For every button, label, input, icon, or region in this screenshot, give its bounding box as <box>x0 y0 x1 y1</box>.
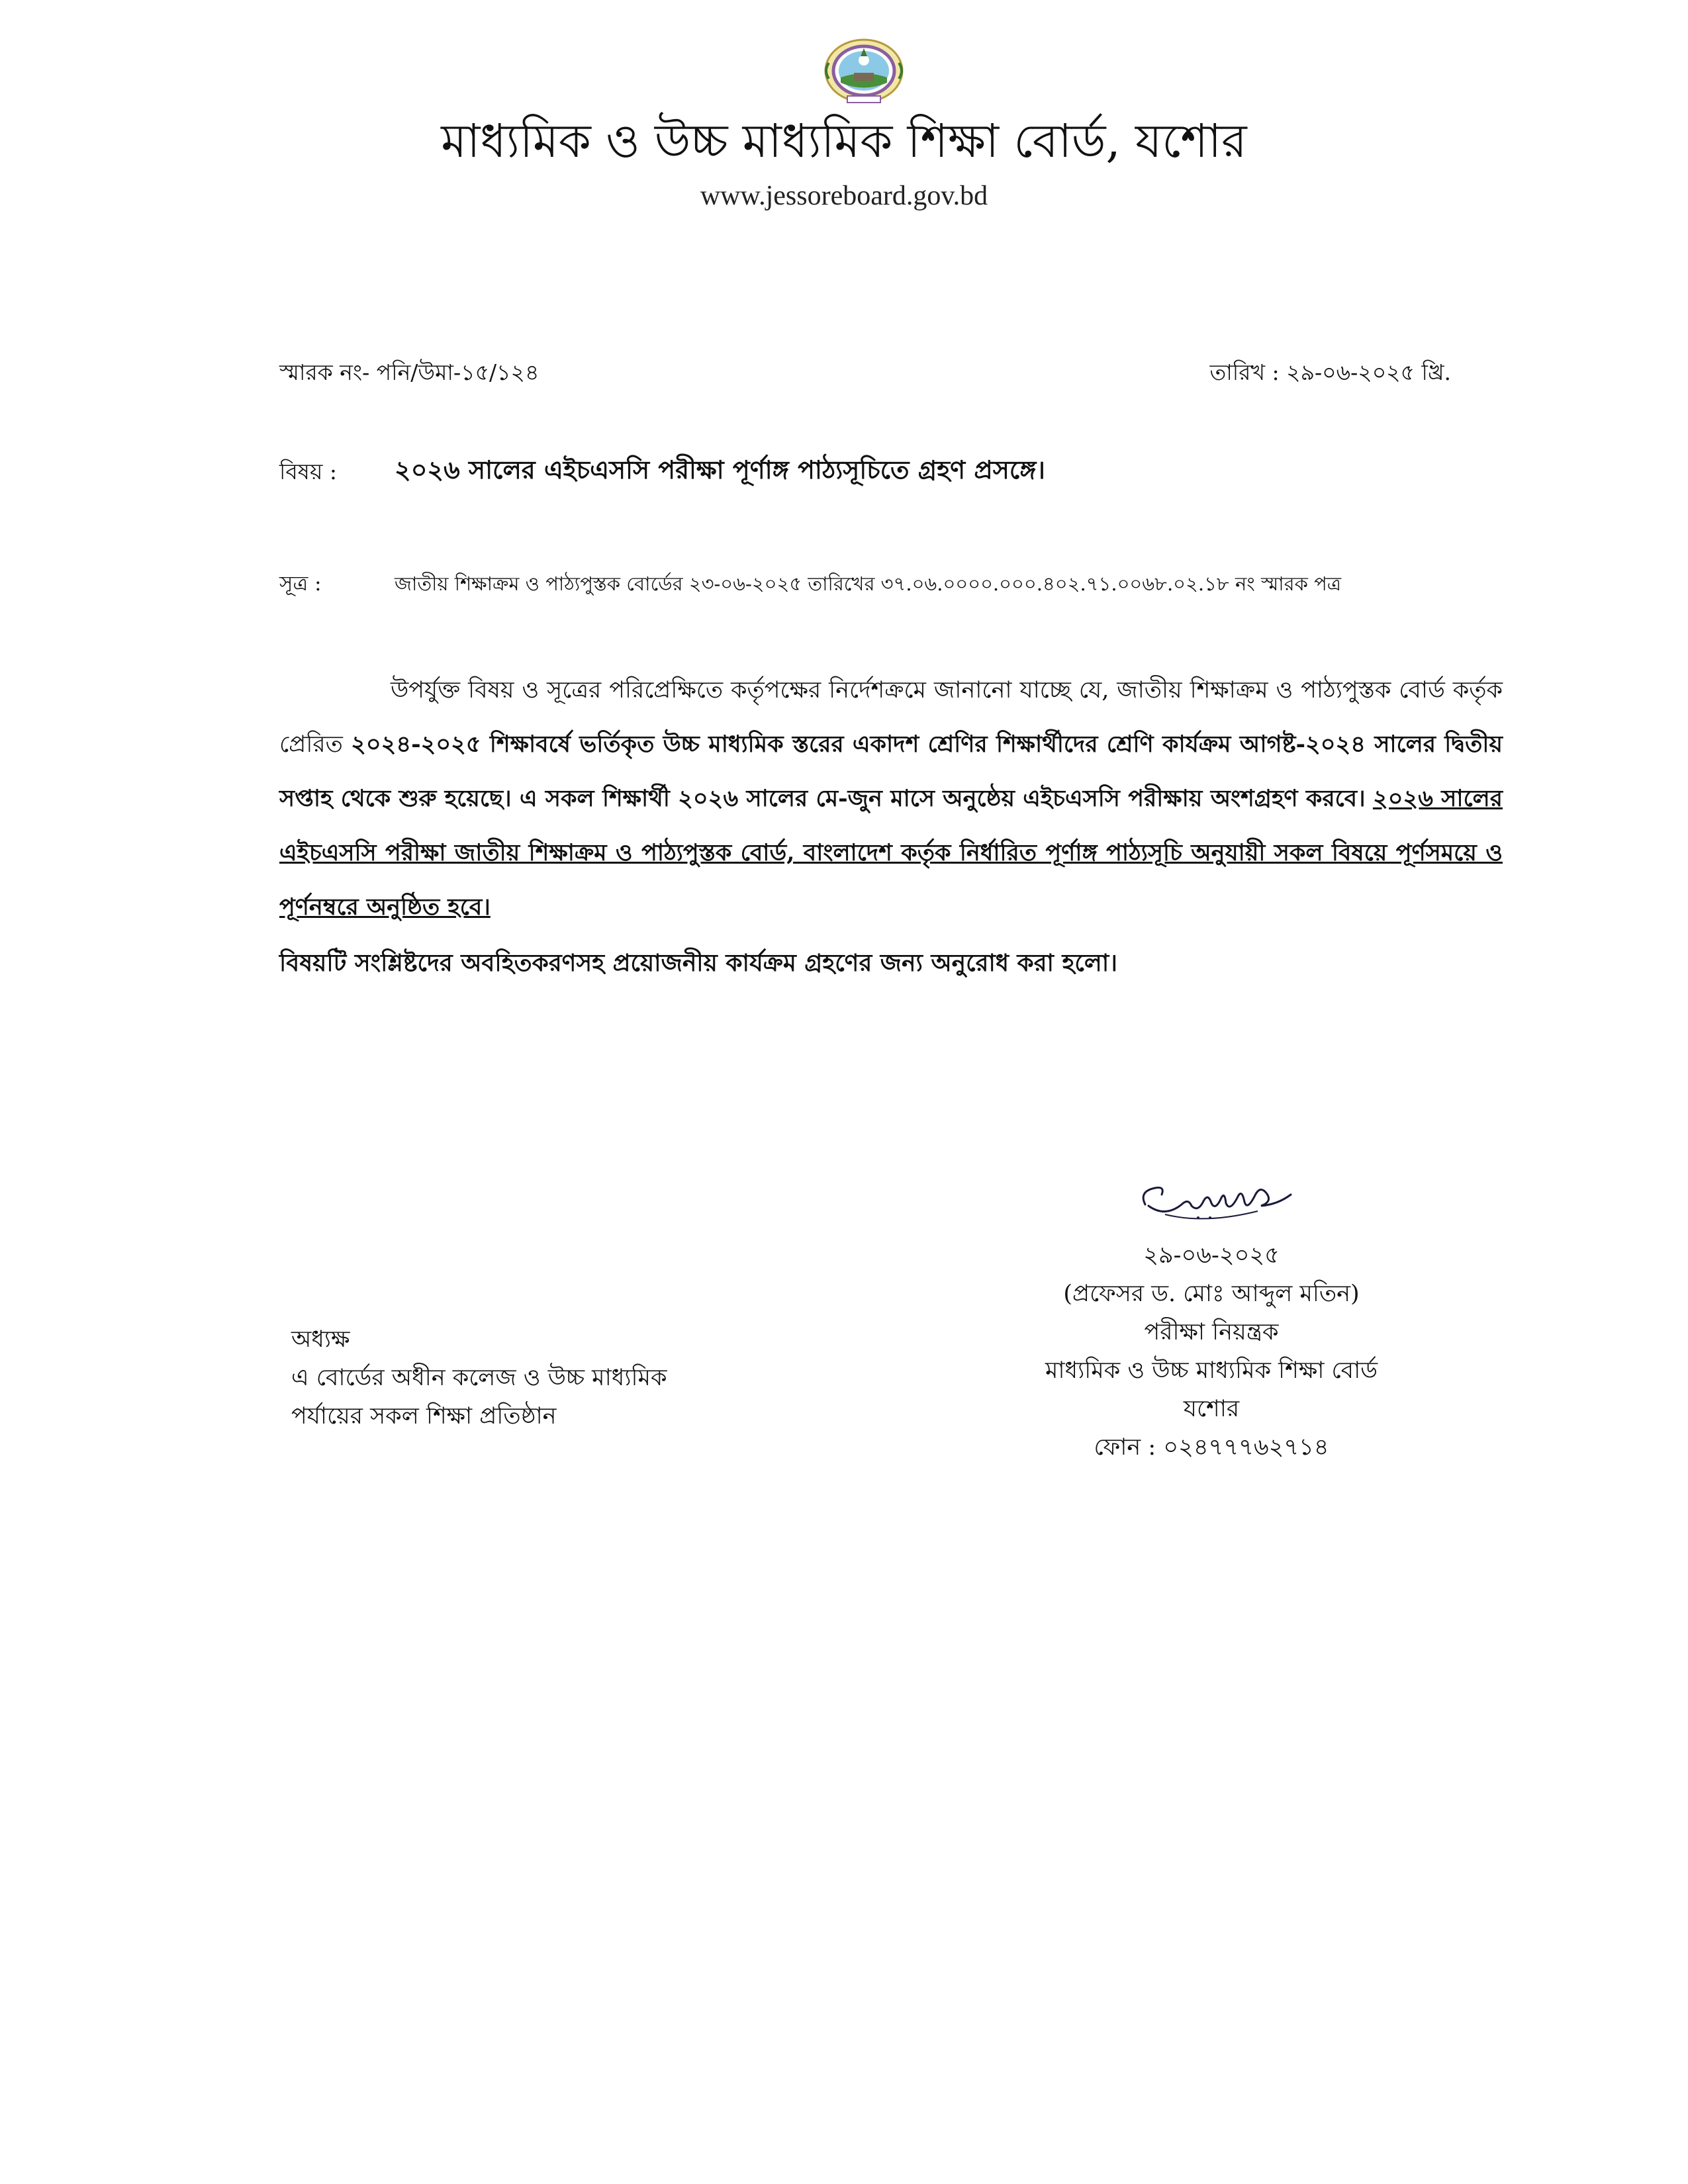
body-exam-directive: ২০২৬ সালের এইচএসসি পরীক্ষা জাতীয় শিক্ষাক্রম ও পাঠ্যপুস্তক বোর্ড, বাংলাদেশ কর্তৃক নির্ধারিত পূর্ণাঙ্গ পাঠ্যসূচি অনুযায়ী সকল বিষয়ে পূর্ণসময়ে ও পূর্ণনম্বরে অনুষ্ঠিত হবে। <box>279 785 1503 921</box>
body-paragraph <box>279 663 1503 934</box>
board-website: www.jessoreboard.gov.bd <box>700 181 988 211</box>
signatory-city: যশোর <box>1183 1396 1240 1422</box>
signatory-block <box>980 1236 1443 1467</box>
signatory-date: ২৯-০৬-২০২৫ <box>1143 1242 1280 1269</box>
signature-image <box>1125 1165 1304 1238</box>
board-title: মাধ্যমিক ও উচ্চ মাধ্যমিক শিক্ষা বোর্ড, যশোর <box>441 114 1247 168</box>
recipient-line-3: পর্যায়ের সকল শিক্ষা প্রতিষ্ঠান <box>291 1403 557 1430</box>
memo-number: স্মারক নং- পনি/উমা-১৫/১২৪ <box>279 359 539 385</box>
reference-label: সূত্র : <box>279 572 322 596</box>
recipient-title: অধ্যক্ষ <box>291 1326 350 1353</box>
memo-date: তারিখ : ২৯-০৬-২০২৫ খ্রি. <box>1209 359 1451 385</box>
recipient-line-2: এ বোর্ডের অধীন কলেজ ও উচ্চ মাধ্যমিক <box>291 1365 667 1391</box>
body-session-info: ২০২৪-২০২৫ শিক্ষাবর্ষে ভর্তিকৃত উচ্চ মাধ্যমিক স্তরের একাদশ শ্রেণির শিক্ষার্থীদের শ্রেণি কার্যক্রম আগষ্ট-২০২৪ সালের দ্বিতীয় সপ্তাহ থেকে শুরু হয়েছে। এ সকল শিক্ষার্থী ২০২৬ সালের মে-জুন মাসে অনুষ্ঠেয় এইচএসসি পরীক্ষায় অংশগ্রহণ করবে। <box>279 731 1503 812</box>
board-emblem-icon <box>821 36 907 106</box>
closing-request: বিষয়টি সংশ্লিষ্টদের অবহিতকরণসহ প্রয়োজনীয় কার্যক্রম গ্রহণের জন্য অনুরোধ করা হলো। <box>279 949 1118 977</box>
letter-body <box>279 663 1503 934</box>
recipient-block <box>291 1320 667 1435</box>
signatory-name: (প্রফেসর ড. মোঃ আব্দুল মতিন) <box>1063 1281 1360 1307</box>
signatory-office: মাধ্যমিক ও উচ্চ মাধ্যমিক শিক্ষা বোর্ড <box>1045 1357 1378 1384</box>
body-intro: উপর্যুক্ত বিষয় ও সূত্রের পরিপ্রেক্ষিতে কর্তৃপক্ষের নির্দেশক্রমে জানানো যাচ্ছে যে, জাতীয় শিক্ষাক্রম ও পাঠ্যপুস্তক বোর্ড কর্তৃক প্রেরিত <box>279 677 1503 758</box>
signatory-designation: পরীক্ষা নিয়ন্ত্রক <box>1144 1319 1279 1345</box>
reference-text: জাতীয় শিক্ষাক্রম ও পাঠ্যপুস্তক বোর্ডের ২৩-০৬-২০২৫ তারিখের ৩৭.০৬.০০০০.০০০.৪০২.৭১.০০৬৮.০২.১৮ নং স্মারক পত্র <box>395 572 1342 595</box>
subject-label: বিষয় : <box>279 459 338 484</box>
subject-text: ২০২৬ সালের এইচএসসি পরীক্ষা পূর্ণাঙ্গ পাঠ্যসূচিতে গ্রহণ প্রসঙ্গে। <box>395 455 1045 484</box>
signatory-phone: ফোন : ০২৪৭৭৭৬২৭১৪ <box>1094 1434 1329 1461</box>
